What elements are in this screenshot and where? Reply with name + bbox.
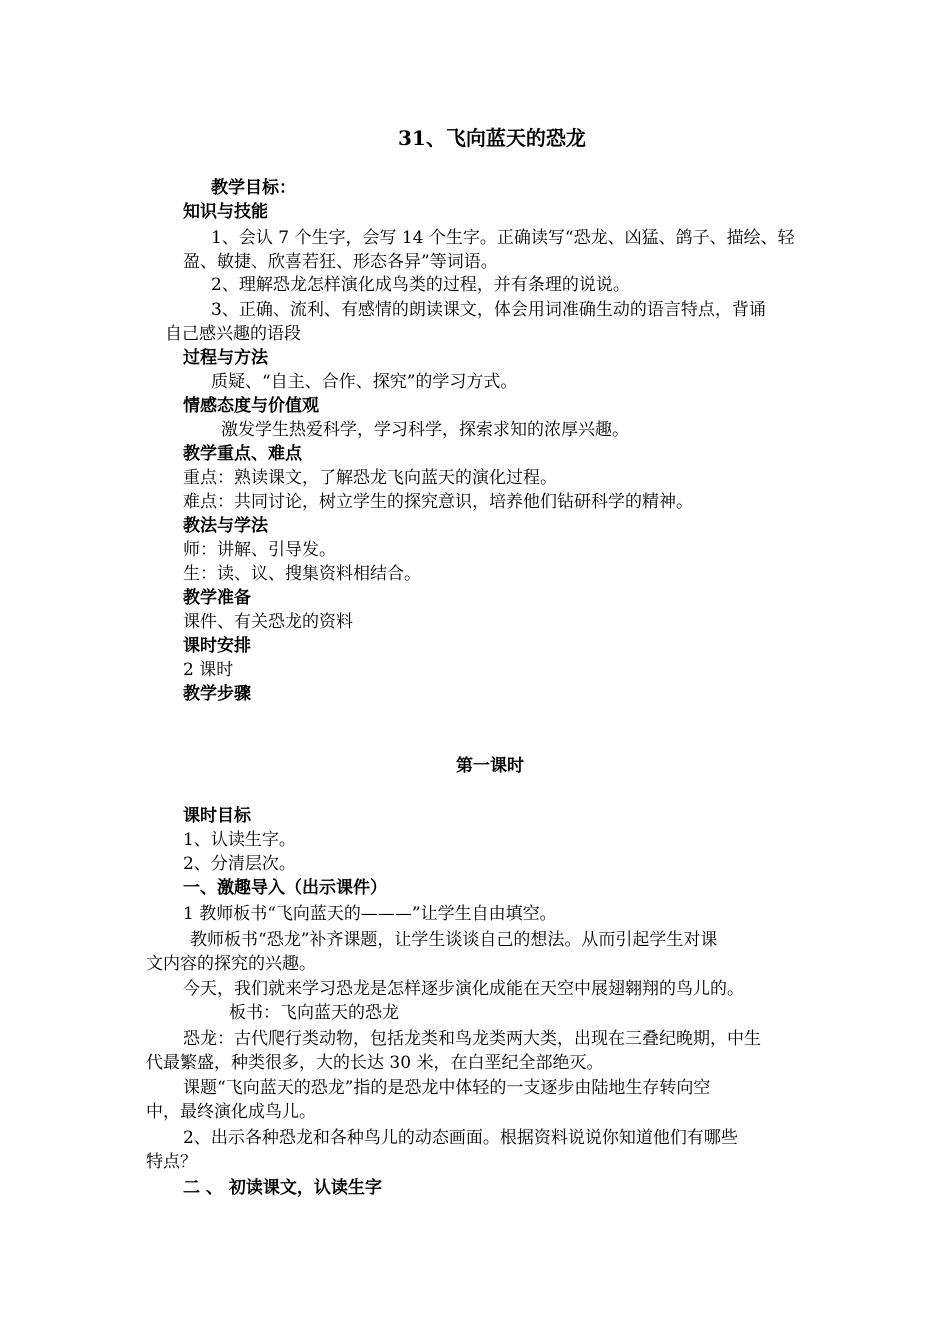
lesson1-p6: 课题“飞向蓝天的恐龙”指的是恐龙中体轻的一支逐步由陆地生存转向空	[183, 1078, 711, 1098]
keypoints-difficulty: 难点：共同讨论，树立学生的探究意识，培养他们钻研科学的精神。	[183, 492, 693, 512]
lesson1-p1: 1 教师板书“飞向蓝天的———”让学生自由填空。	[183, 904, 557, 924]
lesson1-p6-cont: 中，最终演化成鸟儿。	[146, 1102, 316, 1122]
lesson1-goal-heading: 课时目标	[183, 806, 251, 826]
lesson1-p2: 教师板书“恐龙”补齐课题，让学生谈谈自己的想法。从而引起学生对课	[190, 930, 718, 950]
preparation-text: 课件、有关恐龙的资料	[183, 612, 353, 632]
lesson1-p2-cont: 文内容的探究的兴趣。	[146, 954, 316, 974]
methods-heading: 教法与学法	[183, 516, 268, 536]
page-title: 31、飞向蓝天的恐龙	[398, 126, 586, 150]
lesson1-part1-heading: 一、激趣导入（出示课件）	[183, 878, 387, 898]
preparation-heading: 教学准备	[183, 588, 251, 608]
lesson1-p7: 2、出示各种恐龙和各种鸟儿的动态画面。根据资料说说你知道他们有哪些	[183, 1128, 738, 1148]
objectives-heading: 教学目标：	[211, 178, 296, 198]
steps-heading: 教学步骤	[183, 684, 251, 704]
process-heading: 过程与方法	[183, 348, 268, 368]
lesson1-title: 第一课时	[456, 756, 524, 776]
lesson1-p7-cont: 特点？	[146, 1152, 197, 1172]
methods-student: 生：读、议、搜集资料相结合。	[183, 564, 421, 584]
keypoints-focus: 重点：熟读课文，了解恐龙飞向蓝天的演化过程。	[183, 468, 557, 488]
knowledge-heading: 知识与技能	[183, 202, 268, 222]
knowledge-item-1: 1、会认 7 个生字，会写 14 个生字。正确读写“恐龙、凶猛、鸽子、描绘、轻	[211, 228, 795, 248]
lesson1-p5: 恐龙：古代爬行类动物，包括龙类和鸟龙类两大类，出现在三叠纪晚期，中生	[183, 1029, 761, 1049]
emotion-text: 激发学生热爱科学，学习科学，探索求知的浓厚兴趣。	[221, 420, 629, 440]
lesson1-goal-2: 2、分清层次。	[183, 854, 296, 874]
methods-teacher: 师：讲解、引导发。	[183, 540, 336, 560]
process-text: 质疑、“自主、合作、探究”的学习方式。	[211, 372, 518, 392]
schedule-text: 2 课时	[183, 660, 234, 680]
knowledge-item-1-cont: 盈、敏捷、欣喜若狂、形态各异”等词语。	[183, 252, 498, 272]
lesson1-part2-heading: 二 、 初读课文，认读生字	[183, 1178, 382, 1198]
lesson1-p5-cont: 代最繁盛，种类很多，大的长达 30 米，在白垩纪全部绝灭。	[146, 1053, 604, 1073]
schedule-heading: 课时安排	[183, 636, 251, 656]
emotion-heading: 情感态度与价值观	[183, 396, 319, 416]
knowledge-item-3: 3、正确、流利、有感情的朗读课文，体会用词准确生动的语言特点，背诵	[211, 300, 766, 320]
knowledge-item-3-cont: 自己感兴趣的语段	[165, 324, 301, 344]
keypoints-heading: 教学重点、难点	[183, 444, 302, 464]
knowledge-item-2: 2、理解恐龙怎样演化成鸟类的过程，并有条理的说说。	[211, 275, 630, 295]
lesson1-p3: 今天，我们就来学习恐龙是怎样逐步演化成能在天空中展翅翱翔的鸟儿的。	[183, 979, 744, 999]
lesson1-p4: 板书：飞向蓝天的恐龙	[229, 1003, 399, 1023]
lesson1-goal-1: 1、认读生字。	[183, 830, 296, 850]
